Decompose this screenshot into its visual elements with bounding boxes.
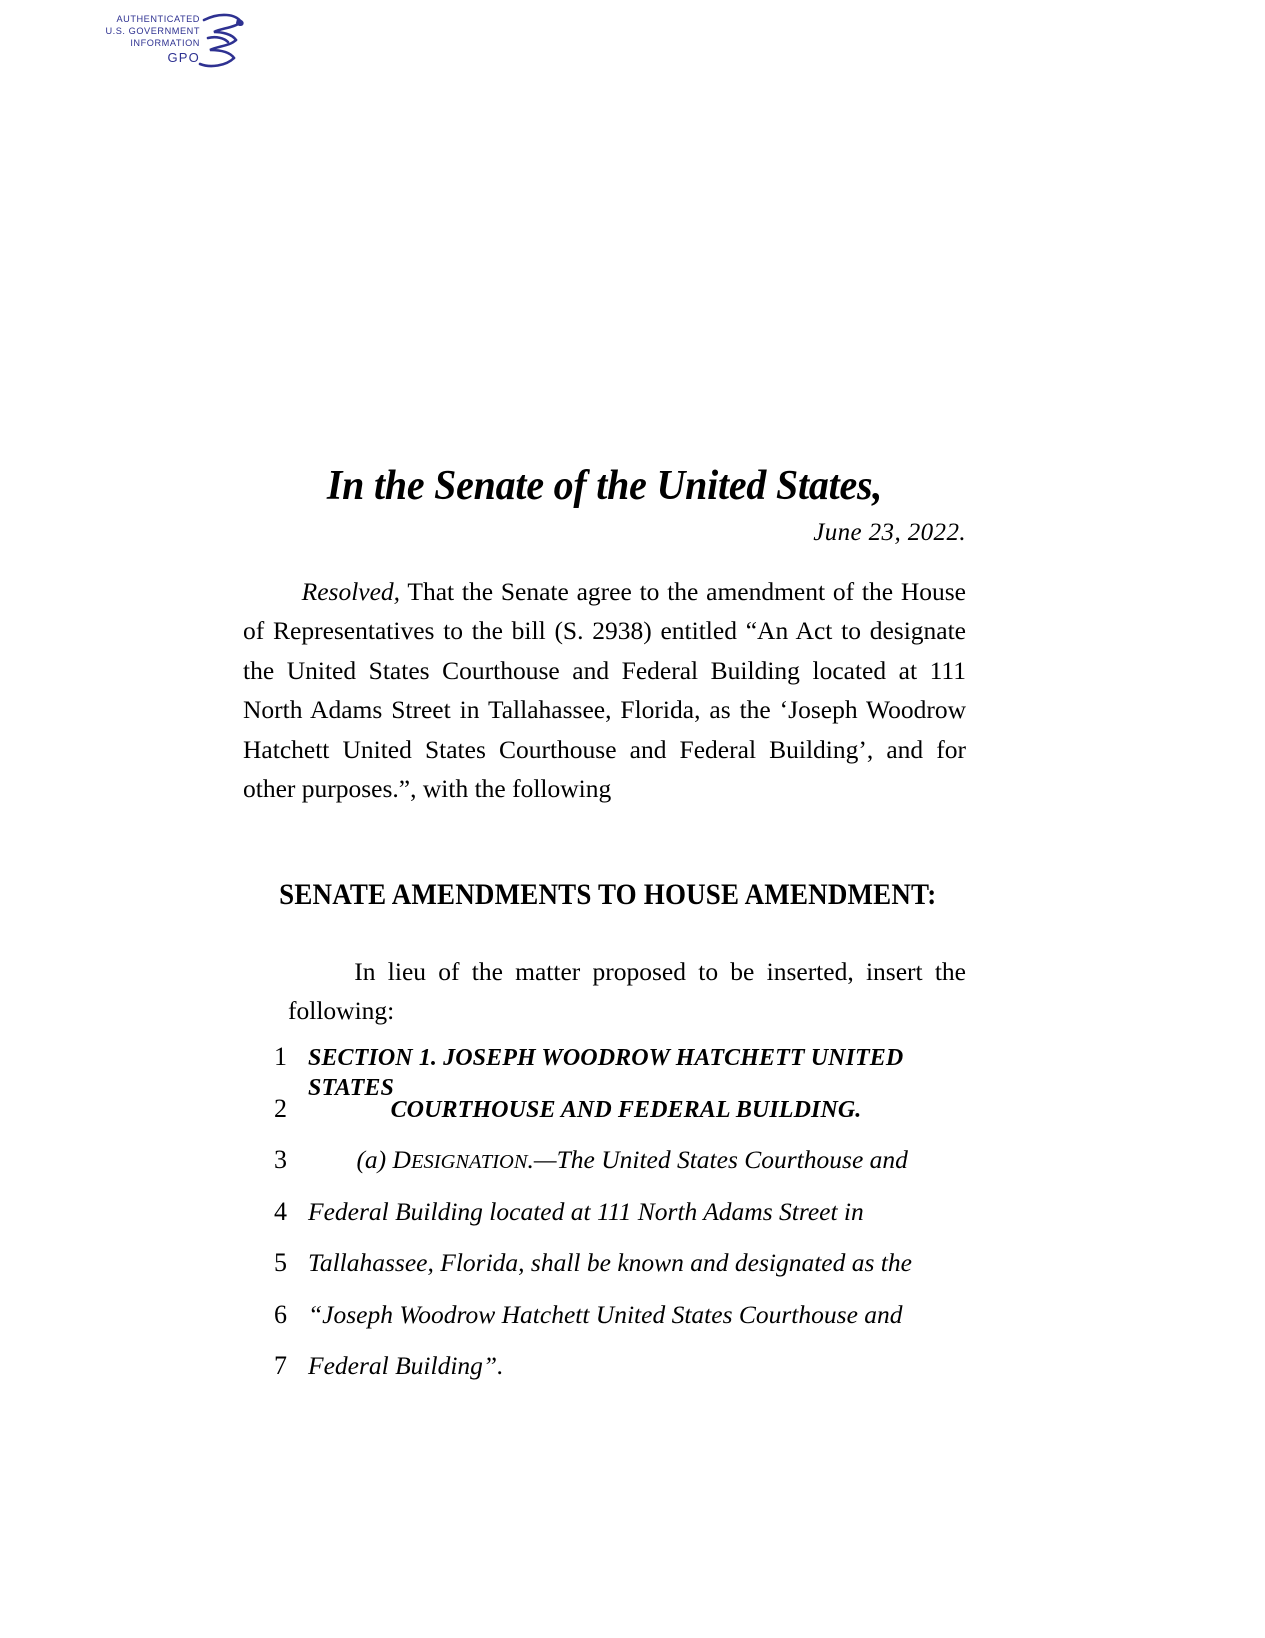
designation-smallcaps: ESIGNATION: [410, 1151, 528, 1173]
title-block: [243, 464, 966, 548]
line-number: 3: [274, 1145, 287, 1174]
line-content: Tallahassee, Florida, shall be known and designated as the: [308, 1248, 912, 1277]
svg-text:GPO: GPO: [167, 50, 200, 65]
line-content: [308, 1145, 966, 1175]
section-heading-text: SECTION 1. JOSEPH WOODROW HATCHETT UNITED STATES: [308, 1045, 904, 1101]
line-body-text: .—The United States Courthouse and: [527, 1145, 908, 1174]
line-number: 7: [274, 1351, 287, 1380]
statute-line: [243, 1248, 966, 1300]
line-number: 2: [274, 1093, 287, 1123]
statute-line: [243, 1197, 966, 1249]
resolved-label: Resolved,: [301, 577, 401, 606]
statute-line: [243, 1300, 966, 1352]
amendment-heading: SENATE AMENDMENTS TO HOUSE AMENDMENT:: [279, 878, 937, 911]
statute-line: [243, 1094, 966, 1146]
statute-line: [243, 1351, 966, 1403]
section-heading-text: COURTHOUSE AND FEDERAL BUILDING.: [390, 1096, 862, 1123]
resolved-paragraph: [243, 572, 966, 808]
svg-text:AUTHENTICATED: AUTHENTICATED: [116, 14, 200, 24]
line-number: 6: [274, 1299, 287, 1329]
line-number: 1: [274, 1042, 287, 1071]
in-lieu-paragraph: [288, 952, 966, 1031]
statute-line-list: [243, 1042, 966, 1403]
line-number: 5: [274, 1248, 287, 1277]
line-content: Federal Building”.: [308, 1351, 504, 1380]
document-date: June 23, 2022.: [813, 519, 966, 547]
in-lieu-paragraph-area: [288, 952, 966, 1031]
gpo-eagle-icon: [96, 8, 246, 74]
document-title: In the Senate of the United States,: [326, 463, 883, 509]
statute-line: [243, 1042, 966, 1101]
resolved-paragraph-area: [243, 572, 966, 808]
svg-text:INFORMATION: INFORMATION: [130, 38, 200, 48]
line-content: [308, 1097, 966, 1124]
resolved-body: That the Senate agree to the amendment of the House of Representatives to the bill (S. 2938) entitled “An Act to designate the United States Courthouse and Federal Building located at 111 North Adams Street in Tallahassee, Florida, as the ‘Joseph Woodrow Hatchett United States Courthouse and Federal Building’, and for other purposes.”, with the following: [243, 577, 966, 804]
in-lieu-text: In lieu of the matter proposed to be inserted, insert the following:: [288, 957, 966, 1026]
subsection-label: (a): [356, 1145, 393, 1174]
gpo-authentication-seal: [96, 8, 246, 74]
line-number: 4: [274, 1196, 287, 1226]
svg-text:U.S. GOVERNMENT: U.S. GOVERNMENT: [105, 26, 200, 36]
designation-cap: D: [392, 1145, 411, 1174]
statute-line: [243, 1145, 966, 1197]
line-content: Federal Building located at 111 North Adams Street in: [308, 1196, 864, 1226]
line-content: “Joseph Woodrow Hatchett United States Courthouse and: [308, 1299, 903, 1329]
line-content: [308, 1042, 966, 1102]
